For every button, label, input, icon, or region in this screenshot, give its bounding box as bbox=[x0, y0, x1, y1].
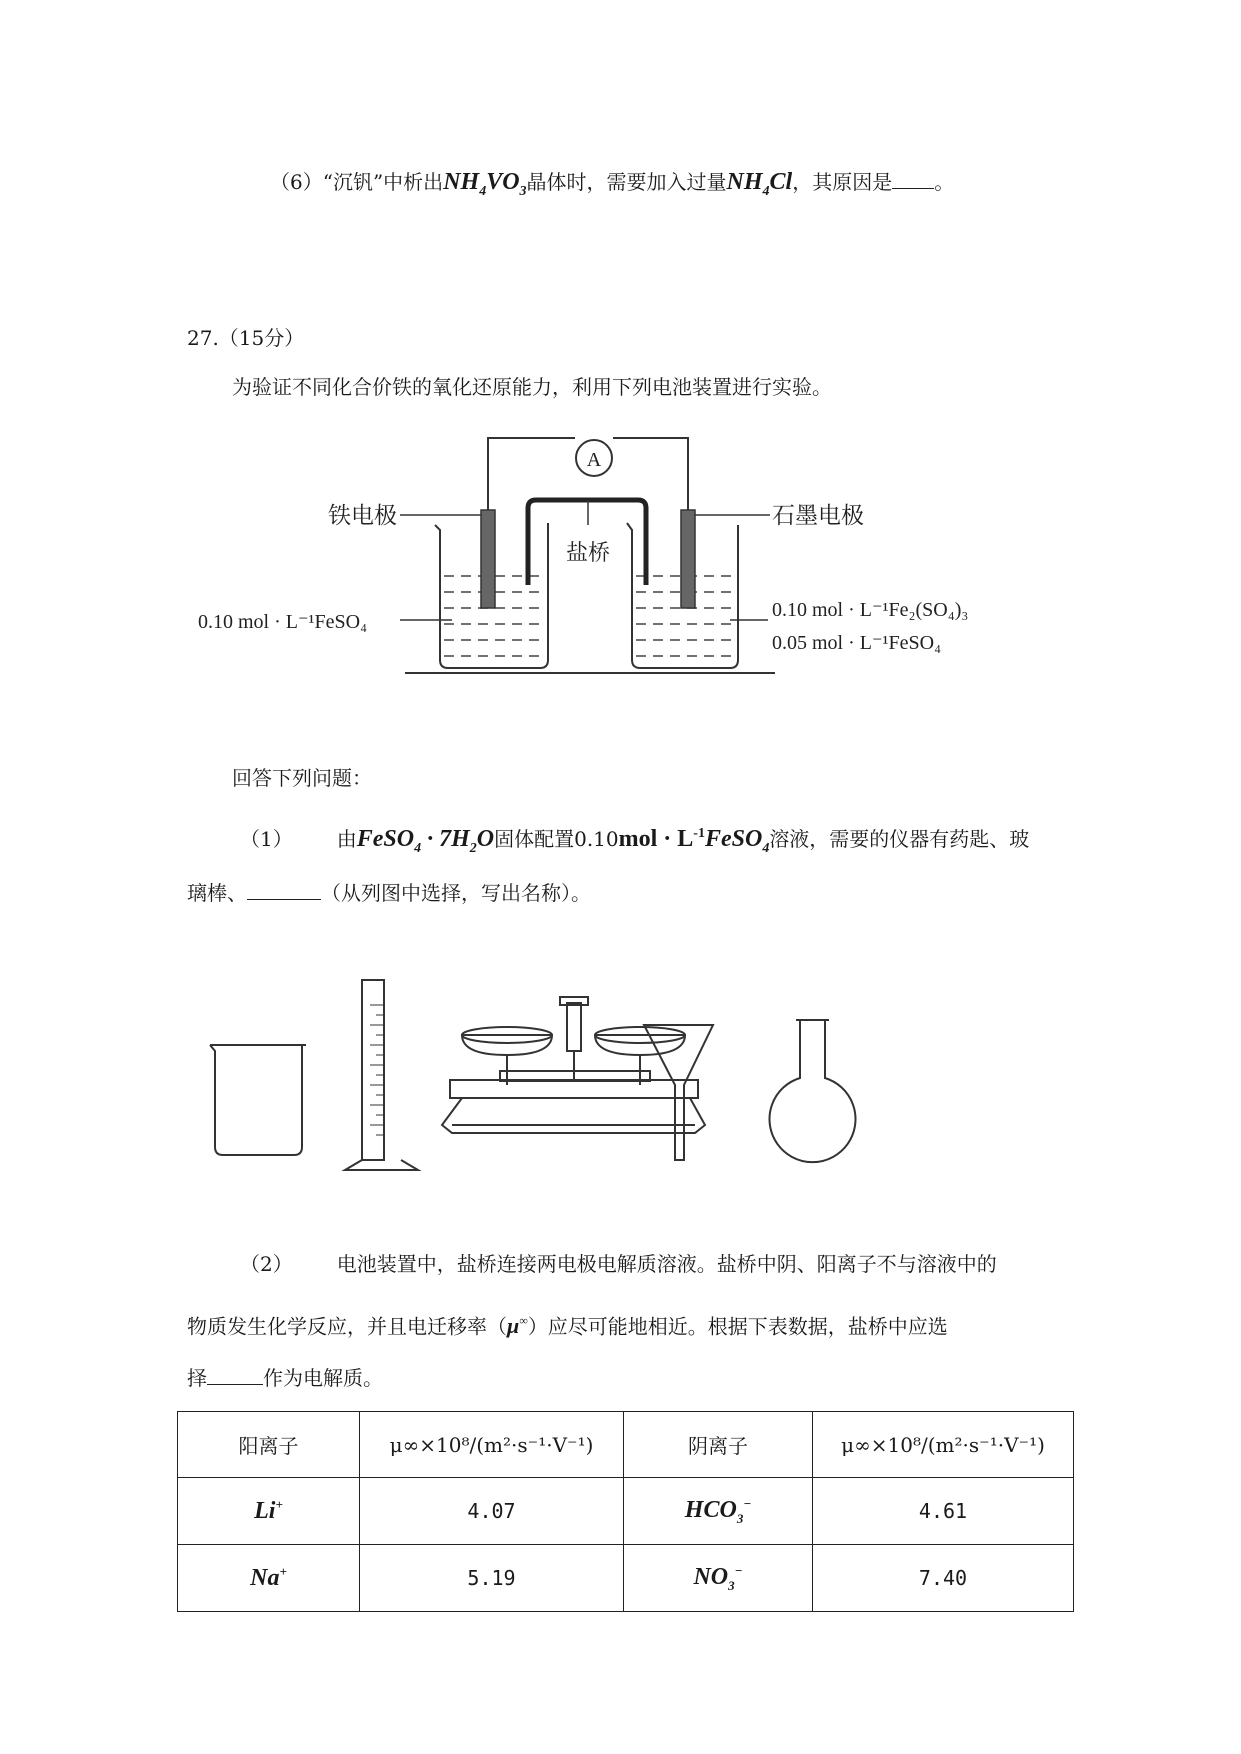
table-header-row bbox=[178, 1412, 1074, 1478]
q6-answer-blank[interactable] bbox=[892, 168, 934, 189]
cation-cell: Li+ bbox=[178, 1478, 360, 1545]
q27-header: 27.（15分） bbox=[187, 326, 305, 350]
concentration-unit: mol · $L^{-1}$ bbox=[618, 826, 705, 852]
left-solution-label: 0.10 mol · L⁻¹FeSO₄ bbox=[198, 611, 368, 633]
right-wire bbox=[613, 438, 688, 465]
graduated-cylinder-icon bbox=[345, 980, 418, 1170]
table-header-mobility-anion: μ∞×10⁸/(m²·s⁻¹·V⁻¹) bbox=[813, 1412, 1074, 1478]
q2-line1: （2） 电池装置中，盐桥连接两电极电解质溶液。盐桥中阴、阳离子不与溶液中的 bbox=[240, 1252, 997, 1276]
beaker-icon bbox=[210, 1045, 306, 1155]
graphite-electrode bbox=[681, 510, 695, 608]
nh4vo3-formula: $NH_4VO_3$ bbox=[443, 169, 527, 199]
feso4-7h2o-formula: FeSO$_4$ · $7H_2O$ bbox=[356, 826, 495, 856]
q1-line1: （1） 由FeSO$_4$ · $7H_2O$固体配置$0.10mol \cdot L^{-1}FeSO_4$溶液，需要的仪器有药匙、玻 bbox=[240, 826, 1030, 856]
table-header-cation: 阳离子 bbox=[178, 1412, 360, 1478]
apparatus-row bbox=[200, 975, 980, 1175]
q1-answer-blank[interactable] bbox=[247, 879, 321, 900]
anion-cell: $HCO_3^-$ bbox=[624, 1478, 813, 1545]
right-solution-label-1: 0.10 mol · L⁻¹Fe₂(SO₄)₃ bbox=[772, 599, 969, 621]
iron-electrode bbox=[481, 510, 495, 608]
salt-bridge-label: 盐桥 bbox=[565, 540, 611, 565]
q2-line2: 物质发生化学反应，并且电迁移率（μ∞）应尽可能地相近。根据下表数据，盐桥中应选 bbox=[187, 1313, 948, 1339]
table-header-anion: 阴离子 bbox=[624, 1412, 813, 1478]
q6-middle: 晶体时，需要加入过量 bbox=[526, 170, 727, 194]
anion-value: 4.61 bbox=[813, 1478, 1074, 1545]
q6-line: （6）“沉钒”中析出$NH_4VO_3$晶体时，需要加入过量$NH_4Cl$，其原因是 。 bbox=[270, 169, 955, 199]
funnel-icon bbox=[644, 1025, 713, 1160]
right-solution-label-2: 0.05 mol · L⁻¹FeSO₄ bbox=[772, 632, 942, 654]
q2-line3: 择 作为电解质。 bbox=[187, 1366, 383, 1390]
answer-intro: 回答下列问题： bbox=[232, 766, 372, 790]
nh4cl-formula: $NH_4Cl$ bbox=[726, 169, 793, 199]
anion-value: 7.40 bbox=[813, 1545, 1074, 1612]
mobility-symbol: μ∞ bbox=[507, 1313, 528, 1339]
table-row bbox=[178, 1545, 1074, 1612]
iron-electrode-label: 铁电极 bbox=[328, 503, 397, 528]
q27-intro: 为验证不同化合价铁的氧化还原能力，利用下列电池装置进行实验。 bbox=[232, 375, 832, 399]
q6-prefix: （6）“沉钒”中析出 bbox=[270, 170, 444, 194]
table-row bbox=[178, 1478, 1074, 1545]
q2-answer-blank[interactable] bbox=[207, 1364, 263, 1385]
cation-cell: Na+ bbox=[178, 1545, 360, 1612]
cation-value: 4.07 bbox=[360, 1478, 624, 1545]
q6-suffix: ，其原因是 bbox=[792, 170, 893, 194]
graphite-electrode-label: 石墨电极 bbox=[772, 503, 864, 528]
cation-value: 5.19 bbox=[360, 1545, 624, 1612]
q1-line2: 璃棒、 （从列图中选择，写出名称）。 bbox=[187, 881, 591, 905]
mobility-table bbox=[177, 1411, 1074, 1612]
feso4-formula: FeSO$_4$ bbox=[704, 826, 770, 856]
anion-cell: $NO_3^-$ bbox=[624, 1545, 813, 1612]
round-flask-icon bbox=[770, 1020, 856, 1162]
ammeter-label: A bbox=[586, 449, 602, 471]
table-header-mobility-cation: μ∞×10⁸/(m²·s⁻¹·V⁻¹) bbox=[360, 1412, 624, 1478]
left-wire bbox=[488, 438, 575, 465]
galvanic-cell-diagram bbox=[190, 430, 969, 680]
